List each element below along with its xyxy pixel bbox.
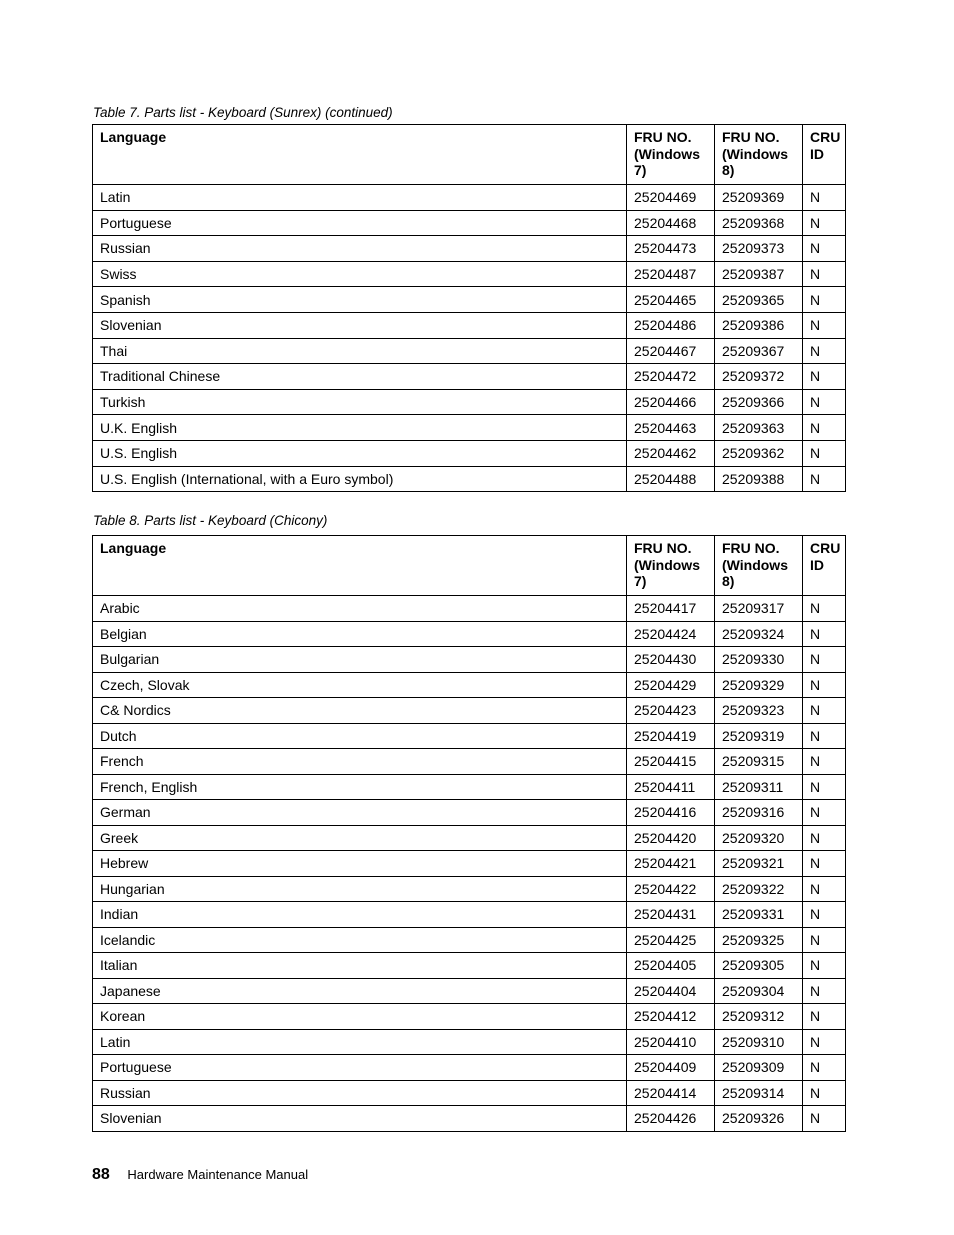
cell-language: Swiss <box>93 261 627 287</box>
header-language: Language <box>93 536 627 596</box>
cell-cru-id: N <box>803 364 846 390</box>
cell-fru-win8: 25209317 <box>715 596 803 622</box>
cell-cru-id: N <box>803 774 846 800</box>
cell-fru-win8: 25209323 <box>715 698 803 724</box>
cell-cru-id: N <box>803 596 846 622</box>
table-row <box>93 902 846 928</box>
cell-fru-win7: 25204429 <box>627 672 715 698</box>
cell-language: U.S. English (International, with a Euro symbol) <box>93 466 627 492</box>
table-8-caption: Table 8. Parts list - Keyboard (Chicony) <box>93 513 328 528</box>
header-fru-win8: FRU NO. (Windows 8) <box>715 536 803 596</box>
header-row <box>93 125 846 185</box>
cell-fru-win8: 25209369 <box>715 185 803 211</box>
cell-cru-id: N <box>803 210 846 236</box>
table-row <box>93 723 846 749</box>
cell-cru-id: N <box>803 876 846 902</box>
cell-cru-id: N <box>803 440 846 466</box>
page-number: 88 <box>92 1166 110 1183</box>
cell-fru-win7: 25204473 <box>627 236 715 262</box>
cell-language: Turkish <box>93 389 627 415</box>
cell-language: Thai <box>93 338 627 364</box>
cell-cru-id: N <box>803 647 846 673</box>
cell-language: Hebrew <box>93 851 627 877</box>
table-row <box>93 261 846 287</box>
cell-fru-win7: 25204468 <box>627 210 715 236</box>
cell-fru-win7: 25204409 <box>627 1055 715 1081</box>
cell-language: French <box>93 749 627 775</box>
table-row <box>93 1004 846 1030</box>
table-7-caption: Table 7. Parts list - Keyboard (Sunrex) (continued) <box>93 105 393 120</box>
cell-fru-win8: 25209363 <box>715 415 803 441</box>
cell-language: Dutch <box>93 723 627 749</box>
cell-fru-win8: 25209321 <box>715 851 803 877</box>
cell-language: Indian <box>93 902 627 928</box>
cell-fru-win8: 25209367 <box>715 338 803 364</box>
cell-language: Slovenian <box>93 1106 627 1132</box>
table-row <box>93 1029 846 1055</box>
cell-fru-win8: 25209324 <box>715 621 803 647</box>
cell-fru-win7: 25204466 <box>627 389 715 415</box>
cell-cru-id: N <box>803 1055 846 1081</box>
cell-fru-win8: 25209322 <box>715 876 803 902</box>
cell-cru-id: N <box>803 927 846 953</box>
table-row <box>93 287 846 313</box>
cell-cru-id: N <box>803 749 846 775</box>
cell-fru-win7: 25204467 <box>627 338 715 364</box>
table-row <box>93 1055 846 1081</box>
cell-cru-id: N <box>803 800 846 826</box>
cell-language: Traditional Chinese <box>93 364 627 390</box>
cell-fru-win7: 25204411 <box>627 774 715 800</box>
cell-fru-win7: 25204488 <box>627 466 715 492</box>
table-row <box>93 338 846 364</box>
cell-fru-win7: 25204415 <box>627 749 715 775</box>
cell-language: Russian <box>93 1080 627 1106</box>
table-row <box>93 210 846 236</box>
table-row <box>93 364 846 390</box>
header-fru-win7: FRU NO. (Windows 7) <box>627 125 715 185</box>
cell-cru-id: N <box>803 1106 846 1132</box>
cell-fru-win8: 25209309 <box>715 1055 803 1081</box>
table-row <box>93 185 846 211</box>
table-row <box>93 1106 846 1132</box>
cell-cru-id: N <box>803 825 846 851</box>
cell-cru-id: N <box>803 236 846 262</box>
cell-fru-win7: 25204421 <box>627 851 715 877</box>
cell-fru-win8: 25209316 <box>715 800 803 826</box>
cell-cru-id: N <box>803 415 846 441</box>
cell-fru-win8: 25209319 <box>715 723 803 749</box>
cell-fru-win8: 25209373 <box>715 236 803 262</box>
cell-cru-id: N <box>803 902 846 928</box>
cell-fru-win7: 25204472 <box>627 364 715 390</box>
cell-fru-win8: 25209311 <box>715 774 803 800</box>
cell-cru-id: N <box>803 698 846 724</box>
cell-language: Spanish <box>93 287 627 313</box>
table-row <box>93 774 846 800</box>
cell-language: Bulgarian <box>93 647 627 673</box>
cell-fru-win8: 25209388 <box>715 466 803 492</box>
cell-language: German <box>93 800 627 826</box>
table-row <box>93 825 846 851</box>
cell-cru-id: N <box>803 978 846 1004</box>
table-row <box>93 389 846 415</box>
table-row <box>93 749 846 775</box>
table-row <box>93 953 846 979</box>
cell-fru-win7: 25204419 <box>627 723 715 749</box>
cell-fru-win7: 25204416 <box>627 800 715 826</box>
table-row <box>93 698 846 724</box>
cell-fru-win7: 25204431 <box>627 902 715 928</box>
cell-fru-win8: 25209362 <box>715 440 803 466</box>
cell-fru-win7: 25204487 <box>627 261 715 287</box>
header-row <box>93 536 846 596</box>
cell-cru-id: N <box>803 851 846 877</box>
header-language: Language <box>93 125 627 185</box>
cell-language: Icelandic <box>93 927 627 953</box>
cell-fru-win7: 25204405 <box>627 953 715 979</box>
cell-fru-win7: 25204430 <box>627 647 715 673</box>
cell-fru-win7: 25204465 <box>627 287 715 313</box>
cell-cru-id: N <box>803 1029 846 1055</box>
cell-cru-id: N <box>803 953 846 979</box>
table-row <box>93 415 846 441</box>
cell-fru-win7: 25204417 <box>627 596 715 622</box>
cell-language: Japanese <box>93 978 627 1004</box>
cell-language: Czech, Slovak <box>93 672 627 698</box>
cell-fru-win8: 25209315 <box>715 749 803 775</box>
header-cru-id: CRU ID <box>803 536 846 596</box>
cell-language: Portuguese <box>93 210 627 236</box>
cell-cru-id: N <box>803 672 846 698</box>
cell-fru-win7: 25204423 <box>627 698 715 724</box>
table-row <box>93 672 846 698</box>
header-fru-win8: FRU NO. (Windows 8) <box>715 125 803 185</box>
cell-cru-id: N <box>803 287 846 313</box>
table-row <box>93 596 846 622</box>
parts-table-chicony <box>92 535 846 1132</box>
cell-fru-win8: 25209365 <box>715 287 803 313</box>
cell-fru-win7: 25204420 <box>627 825 715 851</box>
cell-language: U.S. English <box>93 440 627 466</box>
header-cru-id: CRU ID <box>803 125 846 185</box>
table-row <box>93 440 846 466</box>
header-fru-win7: FRU NO. (Windows 7) <box>627 536 715 596</box>
table-row <box>93 466 846 492</box>
cell-fru-win7: 25204486 <box>627 312 715 338</box>
cell-fru-win7: 25204469 <box>627 185 715 211</box>
cell-fru-win7: 25204422 <box>627 876 715 902</box>
cell-cru-id: N <box>803 338 846 364</box>
cell-fru-win8: 25209372 <box>715 364 803 390</box>
cell-fru-win7: 25204412 <box>627 1004 715 1030</box>
cell-fru-win8: 25209325 <box>715 927 803 953</box>
cell-language: Latin <box>93 1029 627 1055</box>
cell-language: C& Nordics <box>93 698 627 724</box>
table-row <box>93 1080 846 1106</box>
cell-language: Portuguese <box>93 1055 627 1081</box>
cell-fru-win8: 25209314 <box>715 1080 803 1106</box>
cell-cru-id: N <box>803 723 846 749</box>
table-row <box>93 978 846 1004</box>
cell-fru-win8: 25209330 <box>715 647 803 673</box>
cell-fru-win8: 25209312 <box>715 1004 803 1030</box>
cell-language: Korean <box>93 1004 627 1030</box>
cell-cru-id: N <box>803 1004 846 1030</box>
cell-fru-win7: 25204426 <box>627 1106 715 1132</box>
cell-fru-win7: 25204425 <box>627 927 715 953</box>
cell-cru-id: N <box>803 621 846 647</box>
cell-fru-win7: 25204463 <box>627 415 715 441</box>
cell-cru-id: N <box>803 1080 846 1106</box>
cell-fru-win8: 25209305 <box>715 953 803 979</box>
manual-title: Hardware Maintenance Manual <box>127 1167 309 1182</box>
cell-language: U.K. English <box>93 415 627 441</box>
table-row <box>93 876 846 902</box>
cell-fru-win8: 25209329 <box>715 672 803 698</box>
cell-cru-id: N <box>803 261 846 287</box>
cell-fru-win8: 25209310 <box>715 1029 803 1055</box>
cell-language: Italian <box>93 953 627 979</box>
cell-cru-id: N <box>803 389 846 415</box>
cell-fru-win8: 25209326 <box>715 1106 803 1132</box>
table-row <box>93 800 846 826</box>
cell-cru-id: N <box>803 312 846 338</box>
cell-language: Latin <box>93 185 627 211</box>
table-row <box>93 236 846 262</box>
cell-fru-win7: 25204410 <box>627 1029 715 1055</box>
table-row <box>93 621 846 647</box>
cell-fru-win8: 25209320 <box>715 825 803 851</box>
cell-fru-win7: 25204404 <box>627 978 715 1004</box>
table-row <box>93 851 846 877</box>
table-row <box>93 647 846 673</box>
cell-fru-win8: 25209331 <box>715 902 803 928</box>
cell-fru-win8: 25209387 <box>715 261 803 287</box>
table-row <box>93 927 846 953</box>
cell-language: Greek <box>93 825 627 851</box>
cell-cru-id: N <box>803 466 846 492</box>
cell-fru-win8: 25209368 <box>715 210 803 236</box>
cell-language: Slovenian <box>93 312 627 338</box>
parts-table-sunrex <box>92 124 846 492</box>
cell-fru-win7: 25204424 <box>627 621 715 647</box>
cell-fru-win8: 25209304 <box>715 978 803 1004</box>
cell-fru-win8: 25209366 <box>715 389 803 415</box>
cell-cru-id: N <box>803 185 846 211</box>
table-row <box>93 312 846 338</box>
cell-language: Arabic <box>93 596 627 622</box>
cell-fru-win8: 25209386 <box>715 312 803 338</box>
cell-fru-win7: 25204414 <box>627 1080 715 1106</box>
cell-language: Russian <box>93 236 627 262</box>
cell-language: French, English <box>93 774 627 800</box>
cell-fru-win7: 25204462 <box>627 440 715 466</box>
page-footer <box>92 1166 308 1184</box>
cell-language: Hungarian <box>93 876 627 902</box>
cell-language: Belgian <box>93 621 627 647</box>
